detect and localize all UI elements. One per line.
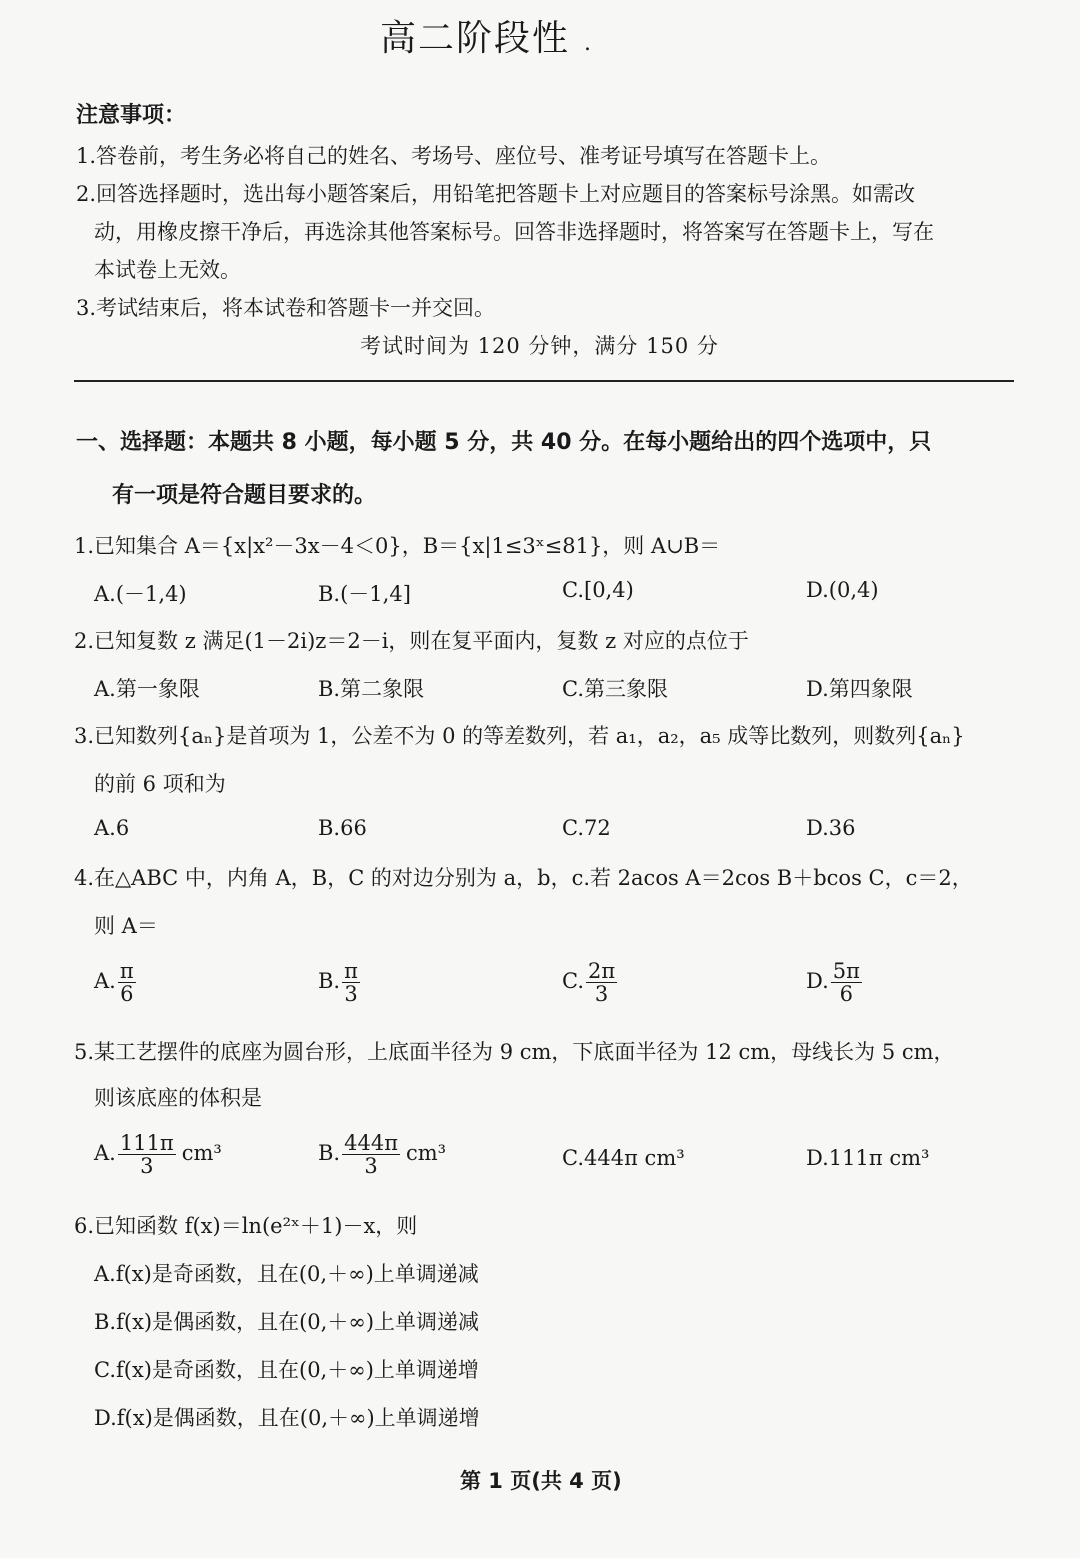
q4-a-fraction [118,960,136,1005]
q3-option-d: D.36 [806,816,856,840]
q6-option-d: D.f(x)是偶函数，且在(0,＋∞)上单调递增 [94,1406,480,1430]
q2-option-a: A.第一象限 [94,677,200,701]
q4-option-b [318,960,360,1005]
q1-option-a: A.(－1,4) [94,582,187,606]
question-5-stem-cont: 则该底座的体积是 [94,1086,262,1110]
q3-option-b: B.66 [318,816,367,840]
q5-a-den: 3 [140,1154,154,1179]
q3-option-c: C.72 [562,816,611,840]
exam-time-line: 考试时间为 120 分钟，满分 150 分 [360,334,719,358]
question-2-stem: 2.已知复数 z 满足(1－2i)z＝2－i，则在复平面内，复数 z 对应的点位于 [74,629,749,653]
divider-rule [74,380,1014,382]
q4-b-prefix: B. [318,969,341,994]
q5-b-num: 444π [344,1131,398,1155]
q4-c-den: 3 [594,982,609,1007]
question-3-stem-cont: 的前 6 项和为 [94,772,226,796]
q4-a-prefix: A. [94,969,116,994]
question-4-stem-cont: 则 A＝ [94,914,158,938]
notice-item-2: 2.回答选择题时，选出每小题答案后，用铅笔把答题卡上对应题目的答案标号涂黑。如需改 [76,182,916,206]
q6-option-b: B.f(x)是偶函数，且在(0,＋∞)上单调递减 [94,1310,480,1334]
q4-c-num: 2π [588,959,616,983]
section-heading: 一、选择题：本题共 8 小题，每小题 5 分，共 40 分。在每小题给出的四个选项中，只 [76,430,932,455]
q5-b-den: 3 [364,1154,378,1179]
q4-option-a [94,960,136,1005]
q5-a-num: 111π [119,1131,174,1155]
q4-c-fraction [586,960,617,1005]
q5-option-c: C.444π cm³ [562,1146,685,1170]
q4-d-num: 5π [832,959,860,983]
q3-option-a: A.6 [94,816,130,840]
question-6-stem: 6.已知函数 f(x)＝ln(e²ˣ＋1)－x，则 [74,1214,418,1238]
page-title [380,10,593,61]
q6-option-c: C.f(x)是奇函数，且在(0,＋∞)上单调递增 [94,1358,479,1382]
title-text: 高二阶段性 [380,18,571,59]
question-3-stem: 3.已知数列{aₙ}是首项为 1，公差不为 0 的等差数列，若 a₁，a₂，a₅ 成等比数列，则数列{aₙ} [74,724,965,748]
q1-option-c: C.[0,4) [562,578,634,602]
q5-a-prefix: A. [94,1141,116,1166]
q4-b-fraction [342,960,360,1005]
q4-b-num: π [344,959,358,983]
q5-b-prefix: B. [318,1141,341,1166]
q4-a-den: 6 [120,982,134,1007]
page-number: 第 1 页(共 4 页) [460,1469,622,1493]
q5-option-b [318,1132,446,1177]
q4-c-prefix: C. [562,969,584,994]
q4-option-c [562,960,617,1005]
notice-item-3: 3.考试结束后，将本试卷和答题卡一并交回。 [76,296,496,320]
q1-option-b: B.(－1,4] [318,582,411,606]
notice-item-2-end: 本试卷上无效。 [94,258,241,282]
q4-d-den: 6 [839,982,854,1007]
q5-a-fraction [118,1132,176,1177]
q1-option-d: D.(0,4) [806,578,879,602]
question-5-stem: 5.某工艺摆件的底座为圆台形，上底面半径为 9 cm，下底面半径为 12 cm，母线长为 5 cm， [74,1040,955,1064]
q4-d-prefix: D. [806,969,829,994]
q5-a-unit: cm³ [181,1141,222,1166]
notice-heading: 注意事项： [76,103,187,128]
q4-option-d [806,960,862,1005]
q2-option-c: C.第三象限 [562,677,668,701]
q5-b-fraction [342,1132,400,1177]
q5-option-a [94,1132,222,1177]
q2-option-d: D.第四象限 [806,677,913,701]
q4-a-num: π [119,959,134,983]
q2-option-b: B.第二象限 [318,677,425,701]
question-4-stem: 4.在△ABC 中，内角 A，B，C 的对边分别为 a，b，c.若 2acos A＝2cos B＋bcos C，c＝2， [74,866,973,890]
q6-option-a: A.f(x)是奇函数，且在(0,＋∞)上单调递减 [94,1262,479,1286]
notice-item-2-cont: 动，用橡皮擦干净后，再选涂其他答案标号。回答非选择题时，将答案写在答题卡上，写在 [94,220,934,244]
q4-d-fraction [831,960,862,1005]
q5-b-unit: cm³ [406,1141,447,1166]
question-1-stem: 1.已知集合 A＝{x|x²－3x－4＜0}，B＝{x|1≤3ˣ≤81}，则 A∪B＝ [74,534,721,558]
q5-option-d: D.111π cm³ [806,1146,930,1170]
notice-item-1: 1.答卷前，考生务必将自己的姓名、考场号、座位号、准考证号填写在答题卡上。 [76,144,832,168]
q4-b-den: 3 [344,982,358,1007]
section-heading-cont: 有一项是符合题目要求的。 [112,483,377,508]
title-trailing-mark: . [584,31,594,56]
